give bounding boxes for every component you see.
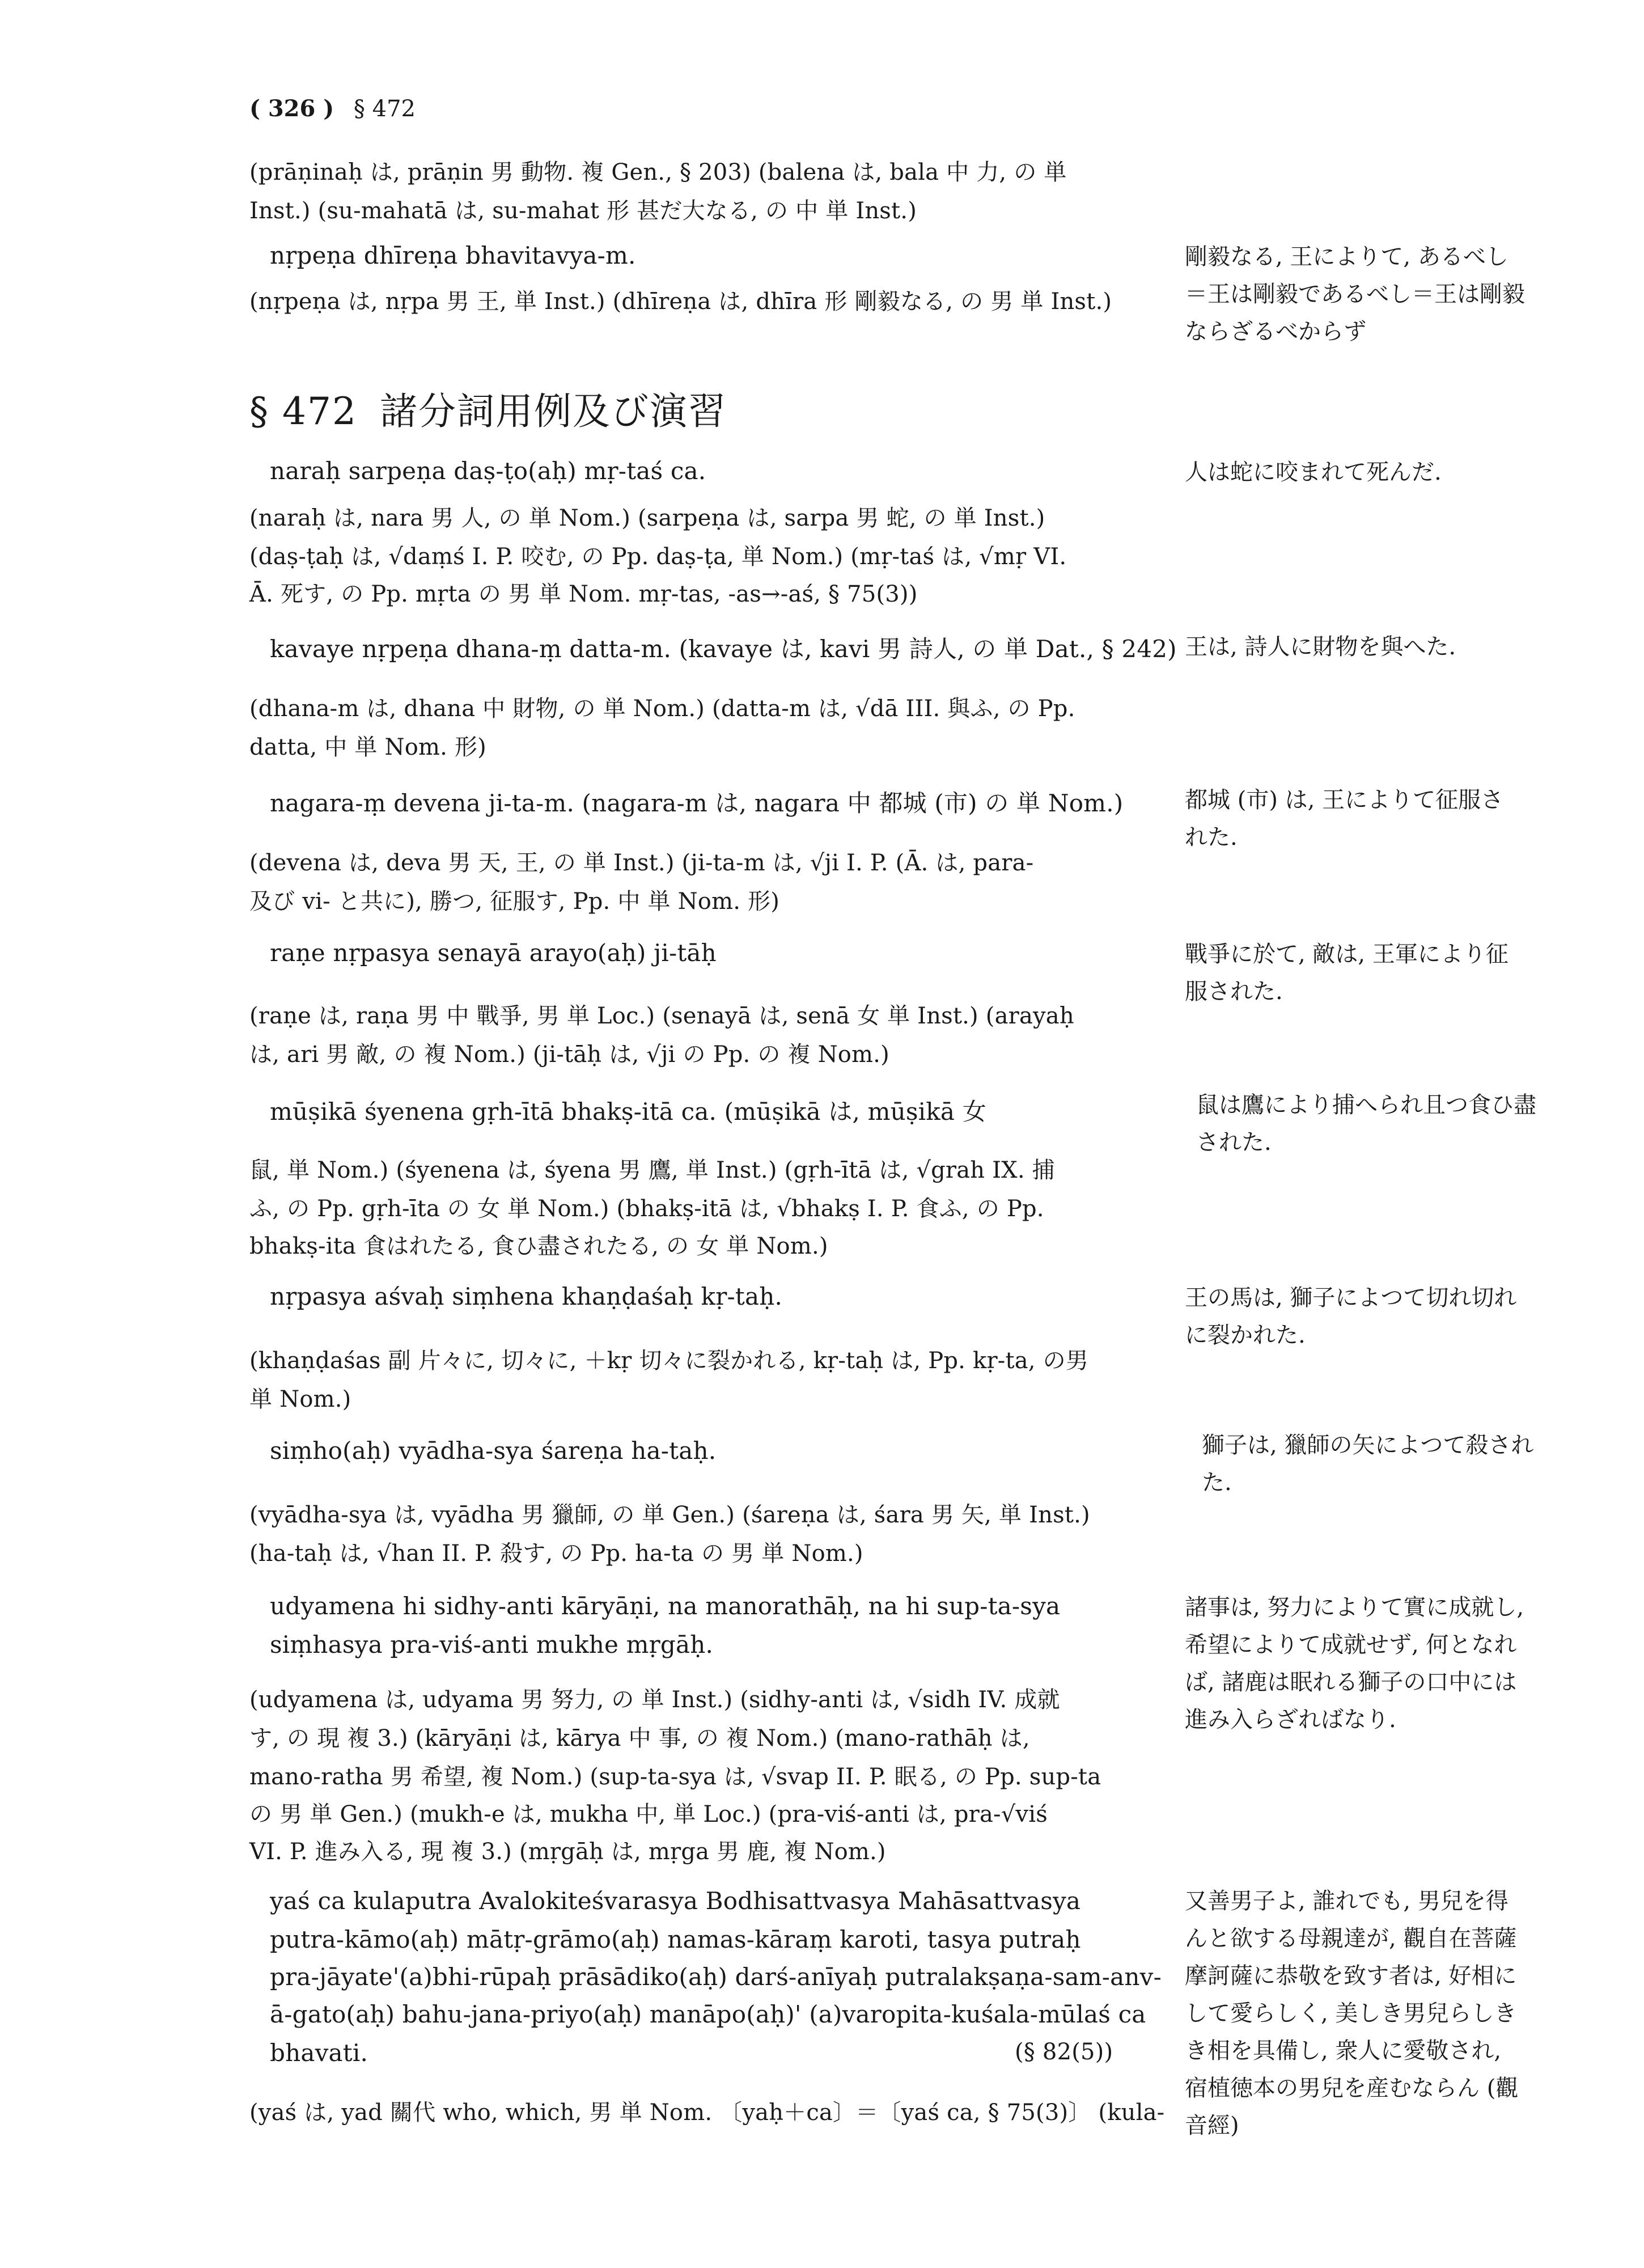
note-line: (yaś は, yad 關代 who, which, 男 単 Nom. 〔yaḥ＋ca〕＝〔yaś ca, § 75(3)〕 (kula- xyxy=(249,2100,1165,2126)
note-line: Inst.) (su-mahatā は, su-mahat 形 甚だ大なる, の 中 単 Inst.) xyxy=(249,198,917,224)
translation: 諸事は, 努力によりて實に成就し, 希望によりて成就せず, 何となれば, 諸鹿は眠れる獅子の口中には進み入らざればなり. xyxy=(1185,1594,1524,1733)
note-line: (vyādha-sya は, vyādha 男 獵師, の 単 Gen.) (śareṇa は, śara 男 矢, 単 Inst.) xyxy=(249,1502,1090,1528)
note-line: 鼠, 単 Nom.) (śyenena は, śyena 男 鷹, 単 Inst.) (gṛh-ītā は, √grah IX. 捕 xyxy=(249,1157,1055,1183)
translation: 剛毅なる, 王によりて, あるべし＝王は剛毅であるべし＝王は剛毅ならざるべからず xyxy=(1185,244,1525,345)
example-sentence: kavaye nṛpeṇa dhana-ṃ datta-m. (kavaye は, kavi 男 詩人, の 単 Dat., § 242) xyxy=(270,635,1177,663)
note-line: mano-ratha 男 希望, 複 Nom.) (sup-ta-sya は, √svap II. P. 眠る, の Pp. sup-ta xyxy=(249,1764,1101,1790)
page-number: ( 326 ) xyxy=(249,95,334,122)
note-line: (ha-taḥ は, √han II. P. 殺す, の Pp. ha-ta の 男 単 Nom.) xyxy=(249,1541,863,1567)
translation: 獅子は, 獵師の矢によつて殺された. xyxy=(1202,1432,1534,1496)
example-sentence: mūṣikā śyenena gṛh-ītā bhakṣ-itā ca. (mūṣikā は, mūṣikā 女 xyxy=(270,1098,986,1125)
example-sentence: ā-gato(aḥ) bahu-jana-priyo(aḥ) manāpo(aḥ)' (a)varopita-kuśala-mūlaś ca xyxy=(270,2000,1146,2028)
translation: 王は, 詩人に財物を與へた. xyxy=(1185,634,1456,660)
translation: 戰爭に於て, 敵は, 王軍により征服された. xyxy=(1185,941,1509,1005)
example-sentence: siṃho(aḥ) vyādha-sya śareṇa ha-taḥ. xyxy=(270,1437,717,1465)
page-header xyxy=(249,95,416,122)
section-reference: (§ 82(5)) xyxy=(1015,2039,1113,2065)
header-section-ref: § 472 xyxy=(353,96,416,122)
note-line: (udyamena は, udyama 男 努力, の 単 Inst.) (sidhy-anti は, √sidh IV. 成就 xyxy=(249,1687,1060,1713)
note-line: (devena は, deva 男 天, 王, の 単 Inst.) (ji-ta-m は, √ji I. P. (Ā. は, para- xyxy=(249,850,1034,876)
note-line: (naraḥ は, nara 男 人, の 単 Nom.) (sarpeṇa は, sarpa 男 蛇, の 単 Inst.) xyxy=(249,505,1045,531)
note-line: (khaṇḍaśas 副 片々に, 切々に, ＋kṛ 切々に裂かれる, kṛ-taḥ は, Pp. kṛ-ta, の男 xyxy=(249,1348,1089,1374)
translation: 都城 (市) は, 王によりて征服された. xyxy=(1185,787,1504,850)
note-line: 単 Nom.) xyxy=(249,1386,351,1412)
example-sentence: nṛpasya aśvaḥ siṃhena khaṇḍaśaḥ kṛ-taḥ. xyxy=(270,1283,782,1310)
note-line: (dhana-m は, dhana 中 財物, の 単 Nom.) (datta-m は, √dā III. 與ふ, の Pp. xyxy=(249,696,1075,722)
note-line: は, ari 男 敵, の 複 Nom.) (ji-tāḥ は, √ji の Pp. の 複 Nom.) xyxy=(249,1042,889,1068)
translation: 王の馬は, 獅子によつて切れ切れに裂かれた. xyxy=(1185,1285,1517,1348)
example-sentence: yaś ca kulaputra Avalokiteśvarasya Bodhisattvasya Mahāsattvasya xyxy=(270,1887,1081,1915)
note-line: (nṛpeṇa は, nṛpa 男 王, 単 Inst.) (dhīreṇa は, dhīra 形 剛毅なる, の 男 単 Inst.) xyxy=(249,289,1112,315)
note-line: (daṣ-ṭaḥ は, √daṃś I. P. 咬む, の Pp. daṣ-ṭa, 単 Nom.) (mṛ-taś は, √mṛ VI. xyxy=(249,544,1067,570)
example-sentence: raṇe nṛpasya senayā arayo(aḥ) ji-tāḥ xyxy=(270,939,717,967)
note-line: の 男 単 Gen.) (mukh-e は, mukha 中, 単 Loc.) (pra-viś-anti は, pra-√viś xyxy=(249,1801,1048,1827)
example-sentence: udyamena hi sidhy-anti kāryāṇi, na manorathāḥ, na hi sup-ta-sya xyxy=(270,1592,1061,1620)
example-sentence: naraḥ sarpeṇa daṣ-ṭo(aḥ) mṛ-taś ca. xyxy=(270,457,706,485)
example-sentence: siṃhasya pra-viś-anti mukhe mṛgāḥ. xyxy=(270,1631,714,1658)
translation: 鼠は鷹により捕へられ且つ食ひ盡された. xyxy=(1196,1092,1536,1156)
section-heading xyxy=(249,381,727,435)
translation: 人は蛇に咬まれて死んだ. xyxy=(1185,459,1442,485)
translation: 又善男子よ, 誰れでも, 男兒を得んと欲する母親達が, 觀自在菩薩摩訶薩に恭敬を致す者は, 好相にして愛らしく, 美しき男兒らしきき相を具備し, 衆人に愛敬され, 宿植徳本の男兒を産むならん (觀音經) xyxy=(1185,1888,1519,2139)
section-title: 諸分詞用例及び演習 xyxy=(379,390,727,433)
note-line: Ā. 死す, の Pp. mṛta の 男 単 Nom. mṛ-tas, -as→-aś, § 75(3)) xyxy=(249,581,918,607)
example-sentence: nṛpeṇa dhīreṇa bhavitavya-m. xyxy=(270,242,636,269)
example-sentence: putra-kāmo(aḥ) mātṛ-grāmo(aḥ) namas-kāraṃ karoti, tasya putraḥ xyxy=(270,1926,1081,1953)
note-line: (prāṇinaḥ は, prāṇin 男 動物. 複 Gen., § 203) (balena は, bala 中 力, の 単 xyxy=(249,159,1067,185)
example-sentence: nagara-ṃ devena ji-ta-m. (nagara-m は, nagara 中 都城 (市) の 単 Nom.) xyxy=(270,789,1124,817)
example-sentence: pra-jāyate'(a)bhi-rūpaḥ prāsādiko(aḥ) darś-anīyaḥ putralakṣaṇa-sam-anv- xyxy=(270,1963,1162,1991)
note-line: bhakṣ-ita 食はれたる, 食ひ盡されたる, の 女 単 Nom.) xyxy=(249,1233,828,1259)
note-line: VI. P. 進み入る, 現 複 3.) (mṛgāḥ は, mṛga 男 鹿, 複 Nom.) xyxy=(249,1839,886,1865)
note-line: す, の 現 複 3.) (kāryāṇi は, kārya 中 事, の 複 Nom.) (mano-rathāḥ は, xyxy=(249,1725,1030,1751)
note-line: ふ, の Pp. gṛh-īta の 女 単 Nom.) (bhakṣ-itā は, √bhakṣ I. P. 食ふ, の Pp. xyxy=(249,1196,1044,1222)
note-line: datta, 中 単 Nom. 形) xyxy=(249,734,486,760)
section-number: § 472 xyxy=(249,390,357,433)
note-line: 及び vi- と共に), 勝つ, 征服す, Pp. 中 単 Nom. 形) xyxy=(249,888,780,915)
example-sentence: bhavati. xyxy=(270,2039,368,2067)
note-line: (raṇe は, raṇa 男 中 戰爭, 男 単 Loc.) (senayā は, senā 女 単 Inst.) (arayaḥ xyxy=(249,1003,1074,1029)
